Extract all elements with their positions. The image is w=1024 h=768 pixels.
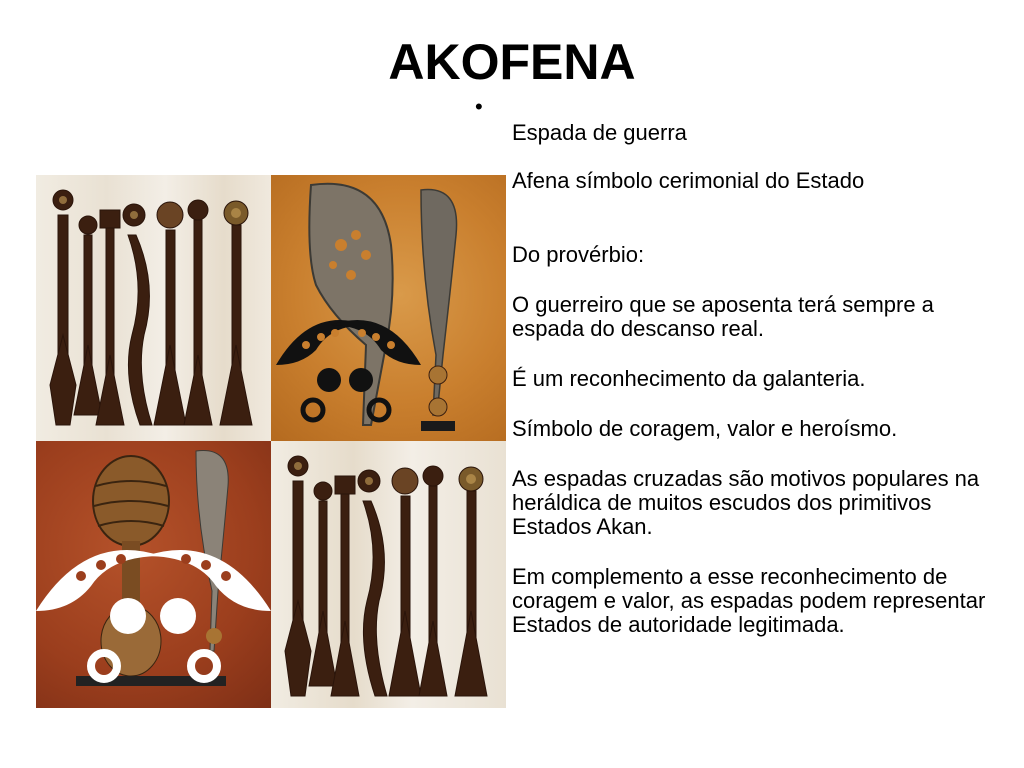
paragraph-authority: Em complemento a esse reconhecimento de coragem e valor, as espadas podem representar Estados de autoridade legitimada. [512, 564, 986, 637]
paragraph-courage-symbol: Símbolo de coragem, valor e heroísmo. [512, 416, 898, 441]
swords-photo-top-left [36, 175, 271, 441]
paragraph-gallantry: É um reconhecimento da galanteria. [512, 366, 866, 391]
akofena-symbol-orange [271, 175, 506, 441]
paragraph-ceremonial-symbol: Afena símbolo cerimonial do Estado [512, 168, 865, 193]
paragraph-sword-of-war: Espada de guerra [512, 120, 687, 145]
paragraph-proverb: O guerreiro que se aposenta terá sempre a espada do descanso real. [512, 292, 934, 341]
paragraph-proverb-label: Do provérbio: [512, 242, 645, 267]
paragraph-crossed-swords: As espadas cruzadas são motivos populares na heráldica de muitos escudos dos primitivos Estados Akan. [512, 466, 980, 539]
akofena-symbol-rust [36, 441, 271, 708]
bullet-marker: • [475, 94, 483, 119]
image-collage [36, 175, 506, 708]
swords-photo-bottom-right [271, 441, 506, 708]
slide-body-text [512, 121, 1002, 637]
slide-title: AKOFENA [388, 34, 636, 90]
